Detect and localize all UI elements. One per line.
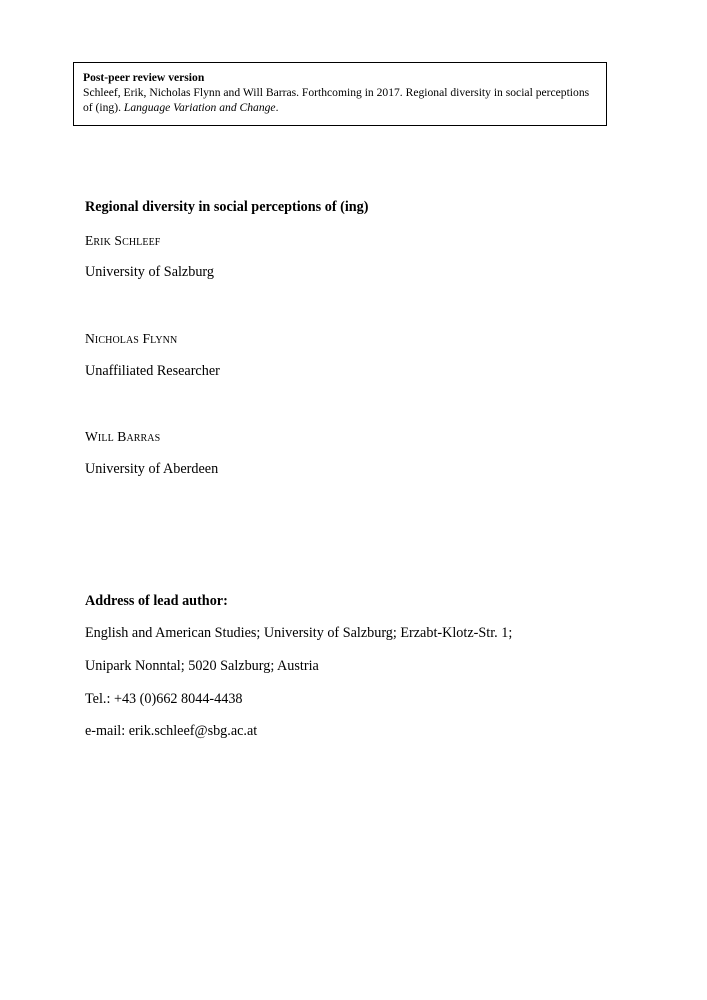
- address-line-1: English and American Studies; University of Salzburg; Erzabt-Klotz-Str. 1;: [85, 625, 513, 641]
- paper-title: Regional diversity in social perceptions of (ing): [85, 199, 369, 215]
- author-name: Will Barras: [85, 429, 161, 444]
- notice-citation: Schleef, Erik, Nicholas Flynn and Will Barras. Forthcoming in 2017. Regional diversity in social perceptions of (ing).: [83, 86, 590, 114]
- notice-title: Post-peer review version: [83, 71, 205, 84]
- address-heading: Address of lead author:: [85, 593, 228, 609]
- author-affiliation: University of Salzburg: [85, 264, 214, 280]
- email: e-mail: erik.schleef@sbg.ac.at: [85, 723, 258, 739]
- author-name: Erik Schleef: [85, 233, 161, 248]
- telephone: Tel.: +43 (0)662 8044-4438: [85, 691, 243, 707]
- notice-citation-end: .: [275, 101, 279, 114]
- author-name: Nicholas Flynn: [85, 331, 178, 346]
- publication-notice-box: [73, 62, 607, 126]
- author-affiliation: Unaffiliated Researcher: [85, 363, 220, 379]
- address-line-2: Unipark Nonntal; 5020 Salzburg; Austria: [85, 658, 319, 674]
- notice-journal: Language Variation and Change: [123, 101, 276, 114]
- author-affiliation: University of Aberdeen: [85, 461, 219, 477]
